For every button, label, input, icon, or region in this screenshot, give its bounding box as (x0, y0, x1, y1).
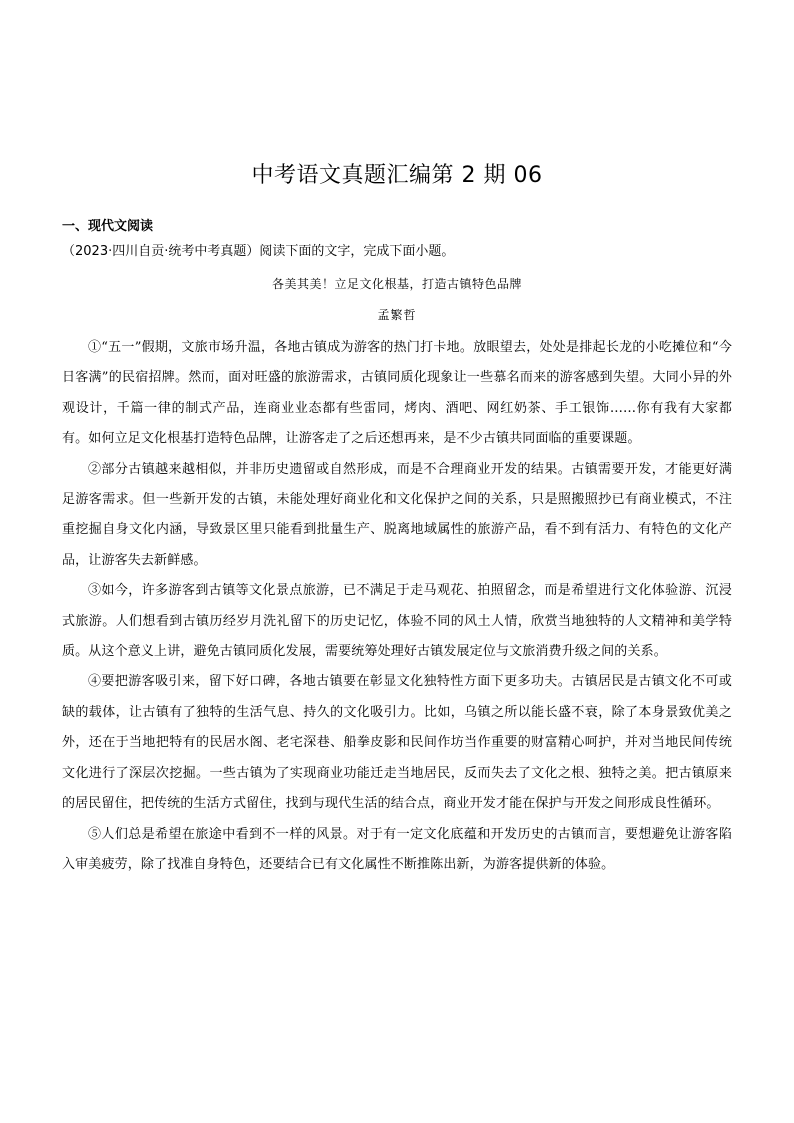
article-author: 孟繁哲 (377, 308, 417, 322)
paragraph-1: ①“五一”假期，文旅市场升温，各地古镇成为游客的热门打卡地。放眼望去，处处是排起长龙的小吃摊位和“今日客满”的民宿招牌。然而，面对旺盛的旅游需求，古镇同质化现象让一些慕名而来的游客感到失望。大同小异的外观设计，千篇一律的制式产品，连商业业态都有些雷同，烤肉、酒吧、网红奶茶、手工银饰……你有我有大家都有。如何立足文化根基打造特色品牌，让游客走了之后还想再来，是不少古镇共同面临的重要课题。 (62, 340, 732, 447)
paragraph-3: ③如今，许多游客到古镇等文化景点旅游，已不满足于走马观花、拍照留念，而是希望进行文化体验游、沉浸式旅游。人们想看到古镇历经岁月洗礼留下的历史记忆，体验不同的风土人情，欣赏当地独特的人文精神和美学特质。从这个意义上讲，避免古镇同质化发展，需要统筹处理好古镇发展定位与文旅消费升级之间的关系。 (62, 583, 732, 660)
paragraph-5: ⑤人们总是希望在旅途中看到不一样的风景。对于有一定文化底蕴和开发历史的古镇而言，要想避免让游客陷入审美疲劳，除了找准自身特色，还要结合已有文化属性不断推陈出新，为游客提供新的体验。 (62, 826, 732, 872)
paragraph-4: ④要把游客吸引来，留下好口碑，各地古镇要在彰显文化独特性方面下更多功夫。古镇居民是古镇文化不可或缺的载体，让古镇有了独特的生活气息、持久的文化吸引力。比如，乌镇之所以能长盛不衰，除了本身景致优美之外，还在于当地把特有的民居水阁、老宅深巷、船拳皮影和民间作坊当作重要的财富精心呵护，并对当地民间传统文化进行了深层次挖掘。一些古镇为了实现商业功能迁走当地居民，反而失去了文化之根、独特之美。把古镇原来的居民留住，把传统的生活方式留住，找到与现代生活的结合点，商业开发才能在保护与开发之间形成良性循环。 (62, 674, 732, 812)
article-title: 各美其美！立足文化根基，打造古镇特色品牌 (271, 277, 522, 291)
paragraph-2: ②部分古镇越来越相似，并非历史遗留或自然形成，而是不合理商业开发的结果。古镇需要开发，才能更好满足游客需求。但一些新开发的古镇，未能处理好商业化和文化保护之间的关系，只是照搬照抄已有商业模式，不注重挖掘自身文化内涵，导致景区里只能看到批量生产、脱离地域属性的旅游产品，看不到有活力、有特色的文化产品，让游客失去新鲜感。 (62, 461, 732, 568)
question-source-line: （2023·四川自贡·统考中考真题）阅读下面的文字，完成下面小题。 (62, 244, 455, 259)
document-title: 中考语文真题汇编第 2 期 06 (251, 163, 543, 188)
section-heading: 一、现代文阅读 (62, 219, 154, 234)
article-body (62, 333, 732, 880)
